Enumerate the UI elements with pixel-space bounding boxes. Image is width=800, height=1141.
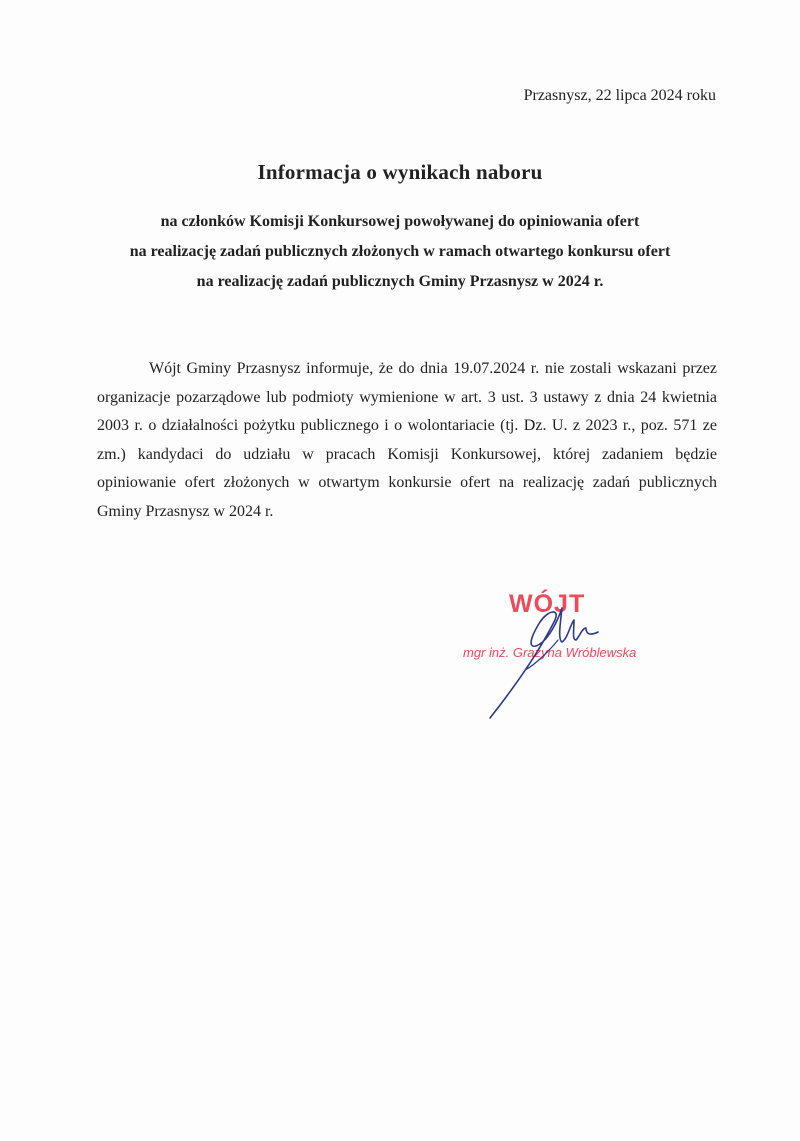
subtitle-line: na realizację zadań publicznych Gminy Przasnysz w 2024 r. — [196, 273, 604, 290]
stamp-name: mgr inż. Grażyna Wróblewska — [463, 645, 637, 660]
place-date: Przasnysz, 22 lipca 2024 roku — [523, 87, 716, 104]
handwritten-signature-icon — [440, 580, 700, 720]
subtitle-line: na członków Komisji Konkursowej powoływanej do opiniowania ofert — [160, 213, 640, 230]
body-paragraph — [97, 355, 717, 527]
official-stamp — [440, 580, 700, 720]
subtitle-line: na realizację zadań publicznych złożonych w ramach otwartego konkursu ofert — [129, 243, 671, 260]
stamp-title: WÓJT — [509, 590, 586, 618]
document-title: Informacja o wynikach naboru — [257, 160, 543, 184]
body-text: Wójt Gminy Przasnysz informuje, że do dnia 19.07.2024 r. nie zostali wskazani przez organizacje pozarządowe lub podmioty wymienione w art. 3 ust. 3 ustawy z dnia 24 kwietnia 2003 r. o działalności pożytku publicznego i o wolontariacie (tj. Dz. U. z 2023 r., poz. 571 ze zm.) kandydaci do udziału w pracach Komisji Konkursowej, której zadaniem będzie opiniowanie ofert złożonych w otwartym konkursie ofert na realizację zadań publicznych Gminy Przasnysz w 2024 r. — [97, 360, 717, 520]
document-subtitle — [0, 207, 800, 297]
